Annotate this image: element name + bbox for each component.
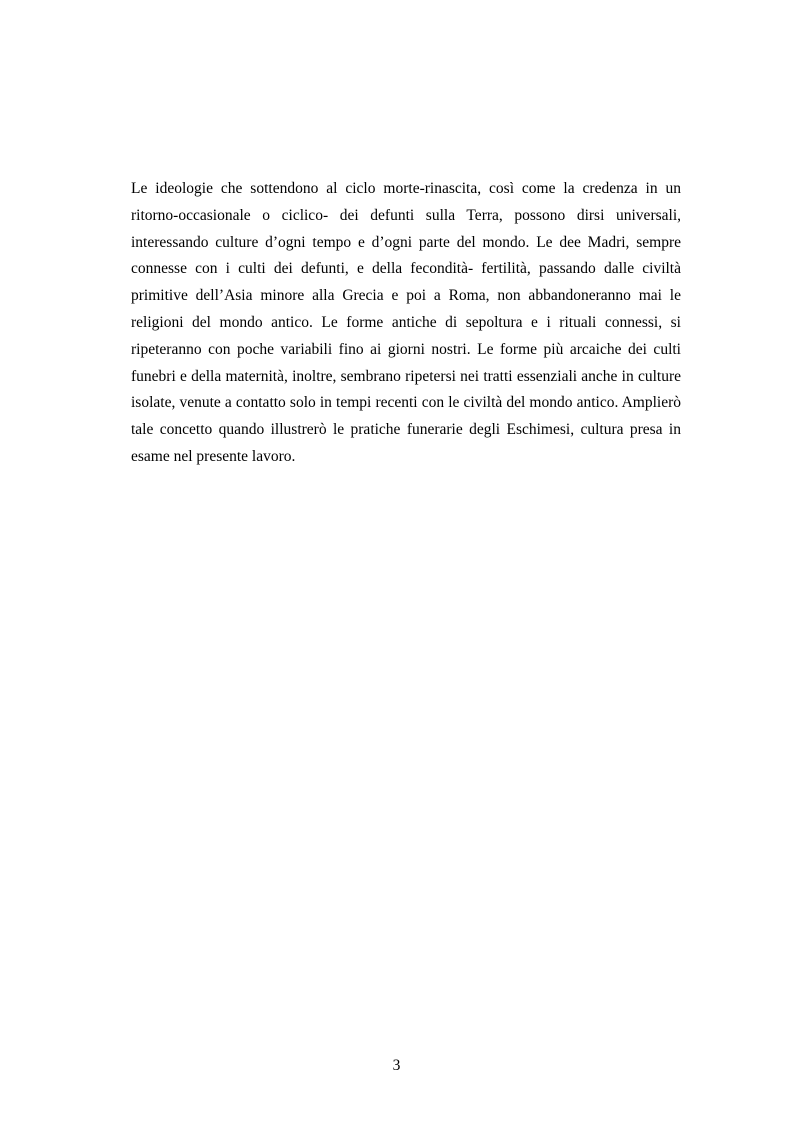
body-paragraph: Le ideologie che sottendono al ciclo morte-rinascita, così come la credenza in un ritorno-occasionale o ciclico- dei defunti sulla Terra, possono dirsi universali, interessando culture d’ogni tempo e d’ogni parte del mondo. Le dee Madri, sempre connesse con i culti dei defunti, e della fecondità- fertilità, passando dalle civiltà primitive dell’Asia minore alla Grecia e poi a Roma, non abbandoneranno mai le religioni del mondo antico. Le forme antiche di sepoltura e i rituali connessi, si ripeteranno con poche variabili fino ai giorni nostri. Le forme più arcaiche dei culti funebri e della maternità, inoltre, sembrano ripetersi nei tratti essenziali anche in culture isolate, venute a contatto solo in tempi recenti con le civiltà del mondo antico. Amplierò tale concetto quando illustrerò le pratiche funerarie degli Eschimesi, cultura presa in esame nel presente lavoro. xyxy=(131,180,681,465)
page-number: 3 xyxy=(392,1057,401,1074)
